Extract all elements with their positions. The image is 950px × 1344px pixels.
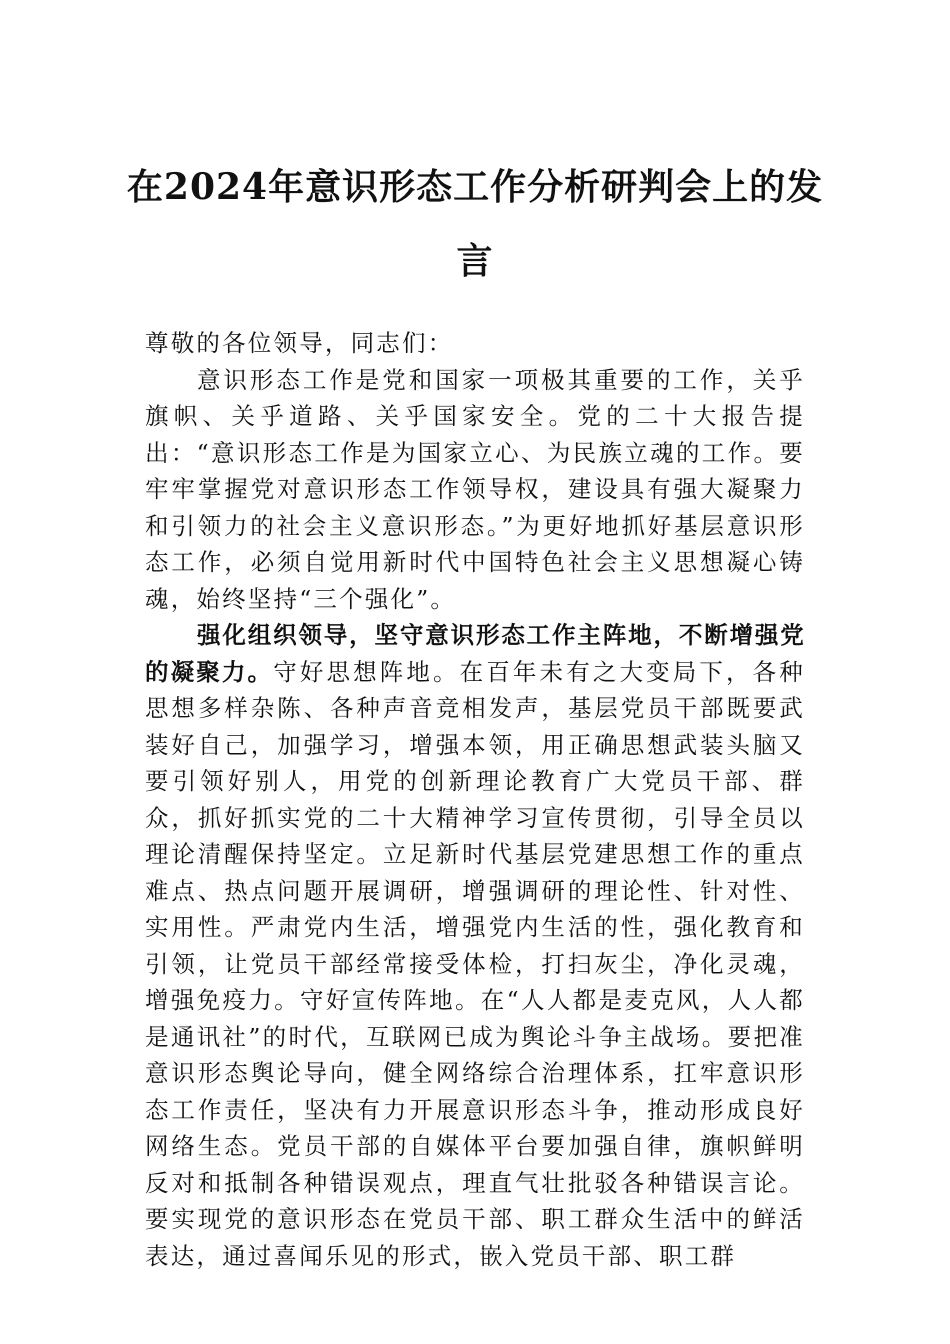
paragraph-intro: 意识形态工作是党和国家一项极其重要的工作，关乎旗帜、关乎道路、关乎国家安全。党的二十大报告提出：“意识形态工作是为国家立心、为民族立魂的工作。要牢牢掌握党对意识形态工作领导权，建设具有强大凝聚力和引领力的社会主义意识形态。”为更好地抓好基层意识形态工作，必须自觉用新时代中国特色社会主义思想凝心铸魂，始终坚持“三个强化”。 [145,365,805,613]
paragraph-body: 守好思想阵地。在百年未有之大变局下，各种思想多样杂陈、各种声音竞相发声，基层党员干部既要武装好自己，加强学习，增强本领，用正确思想武装头脑又要引领好别人，用党的创新理论教育广大党员干部、群众，抓好抓实党的二十大精神学习宣传贯彻，引导全员以理论清醒保持坚定。立足新时代基层党建思想工作的重点难点、热点问题开展调研，增强调研的理论性、针对性、实用性。严肃党内生活，增强党内生活的性，强化教育和引领，让党员干部经常接受体检，打扫灰尘，净化灵魂，增强免疫力。守好宣传阵地。在“人人都是麦克风，人人都是通讯社”的时代，互联网已成为舆论斗争主战场。要把准意识形态舆论导向，健全网络综合治理体系，扛牢意识形态工作责任，坚决有力开展意识形态斗争，推动形成良好网络生态。党员干部的自媒体平台要加强自律，旗帜鲜明反对和抵制各种错误观点，理直气壮批驳各种错误言论。要实现党的意识形态在党员干部、职工群众生活中的鲜活表达，通过喜闻乐见的形式，嵌入党员干部、职工群 [145,657,805,1270]
document-title: 在2024年意识形态工作分析研判会上的发言 [126,166,824,282]
document-body [145,325,805,1274]
salutation: 尊敬的各位领导，同志们： [145,329,454,357]
paragraph-heading: 强化组织领导，坚守意识形态工作主阵地，不断增强党的凝聚力。 [145,621,805,686]
paragraph-organization [145,617,805,1274]
